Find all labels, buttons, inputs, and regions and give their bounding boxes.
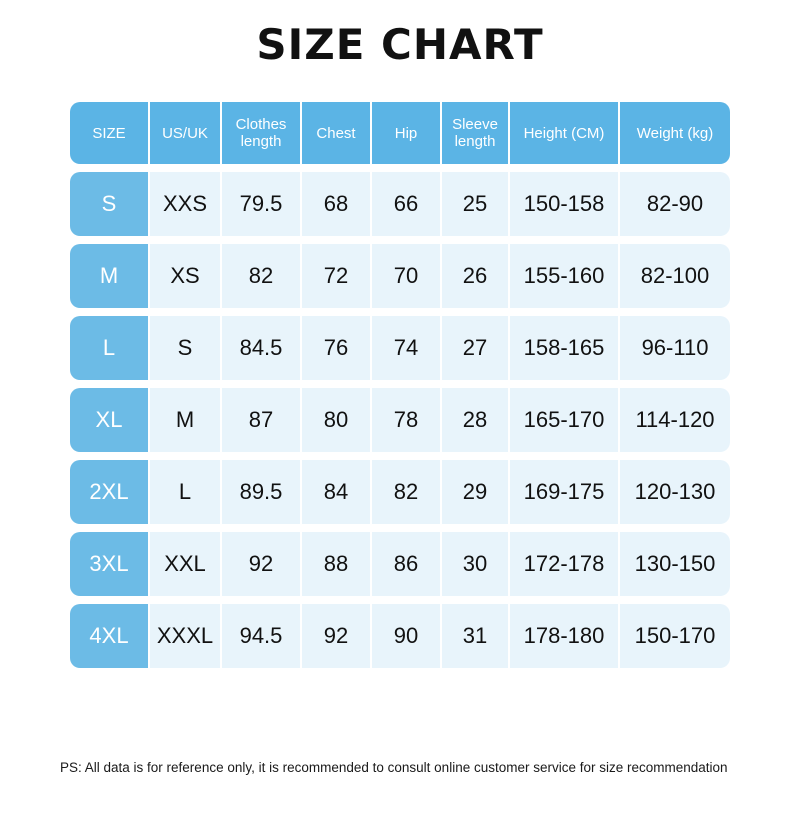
- table-cell: 155-160: [510, 244, 620, 308]
- page-title: SIZE CHART: [256, 20, 544, 69]
- table-cell: 92: [222, 532, 302, 596]
- table-cell: 89.5: [222, 460, 302, 524]
- column-header-line: length: [454, 133, 496, 151]
- table-cell: 114-120: [620, 388, 730, 452]
- size-label-cell: 2XL: [70, 460, 150, 524]
- table-cell: XXL: [150, 532, 222, 596]
- table-cell: 25: [442, 172, 510, 236]
- column-header-clothes-length: [222, 102, 302, 164]
- disclaimer-note: PS: All data is for reference only, it is recommended to consult online customer service for size recommendation: [60, 760, 728, 775]
- size-label-cell: XL: [70, 388, 150, 452]
- table-row: [70, 172, 730, 236]
- table-cell: 82: [372, 460, 442, 524]
- table-cell: 76: [302, 316, 372, 380]
- table-header-row: [70, 102, 730, 164]
- column-header-sleeve-length: [442, 102, 510, 164]
- column-header-chest: [302, 102, 372, 164]
- table-cell: 88: [302, 532, 372, 596]
- table-cell: 150-158: [510, 172, 620, 236]
- table-cell: M: [150, 388, 222, 452]
- table-cell: 78: [372, 388, 442, 452]
- column-header-size: [70, 102, 150, 164]
- table-cell: 26: [442, 244, 510, 308]
- table-cell: 27: [442, 316, 510, 380]
- column-header-line: Height (CM): [523, 124, 605, 142]
- table-cell: 92: [302, 604, 372, 668]
- table-cell: S: [150, 316, 222, 380]
- table-row: [70, 316, 730, 380]
- table-cell: 130-150: [620, 532, 730, 596]
- table-cell: XXS: [150, 172, 222, 236]
- size-label-cell: L: [70, 316, 150, 380]
- table-cell: 68: [302, 172, 372, 236]
- size-chart-table-wrapper: [70, 94, 730, 676]
- table-cell: 84.5: [222, 316, 302, 380]
- table-cell: 28: [442, 388, 510, 452]
- table-cell: 82-100: [620, 244, 730, 308]
- column-header-line: Hip: [394, 124, 418, 142]
- table-cell: 178-180: [510, 604, 620, 668]
- column-header-hip: [372, 102, 442, 164]
- table-cell: 172-178: [510, 532, 620, 596]
- table-cell: 86: [372, 532, 442, 596]
- table-cell: 165-170: [510, 388, 620, 452]
- table-cell: 72: [302, 244, 372, 308]
- table-cell: 84: [302, 460, 372, 524]
- column-header-line: Clothes: [235, 115, 287, 133]
- table-cell: 70: [372, 244, 442, 308]
- column-header-us-uk: [150, 102, 222, 164]
- table-cell: 169-175: [510, 460, 620, 524]
- column-header-line: US/UK: [162, 124, 208, 142]
- table-row: [70, 460, 730, 524]
- size-chart-table: [70, 94, 730, 676]
- table-cell: 31: [442, 604, 510, 668]
- size-label-cell: M: [70, 244, 150, 308]
- size-chart-page: [0, 22, 800, 822]
- table-cell: 74: [372, 316, 442, 380]
- table-cell: 94.5: [222, 604, 302, 668]
- column-header-line: Sleeve: [452, 115, 498, 133]
- table-row: [70, 604, 730, 668]
- column-header-line: length: [240, 133, 282, 151]
- column-header-height-cm: [510, 102, 620, 164]
- column-header-line: Weight (kg): [636, 124, 714, 142]
- table-cell: 82-90: [620, 172, 730, 236]
- column-header-line: SIZE: [92, 124, 126, 142]
- table-cell: 82: [222, 244, 302, 308]
- table-cell: 96-110: [620, 316, 730, 380]
- table-cell: 158-165: [510, 316, 620, 380]
- table-row: [70, 244, 730, 308]
- table-row: [70, 388, 730, 452]
- table-row: [70, 532, 730, 596]
- table-cell: XXXL: [150, 604, 222, 668]
- table-cell: XS: [150, 244, 222, 308]
- table-cell: 29: [442, 460, 510, 524]
- size-label-cell: S: [70, 172, 150, 236]
- table-cell: 80: [302, 388, 372, 452]
- table-cell: 87: [222, 388, 302, 452]
- table-cell: 120-130: [620, 460, 730, 524]
- table-cell: 150-170: [620, 604, 730, 668]
- size-label-cell: 3XL: [70, 532, 150, 596]
- table-cell: 30: [442, 532, 510, 596]
- table-cell: 79.5: [222, 172, 302, 236]
- column-header-line: Chest: [316, 124, 356, 142]
- table-cell: L: [150, 460, 222, 524]
- size-label-cell: 4XL: [70, 604, 150, 668]
- table-cell: 66: [372, 172, 442, 236]
- table-cell: 90: [372, 604, 442, 668]
- column-header-weight-kg: [620, 102, 730, 164]
